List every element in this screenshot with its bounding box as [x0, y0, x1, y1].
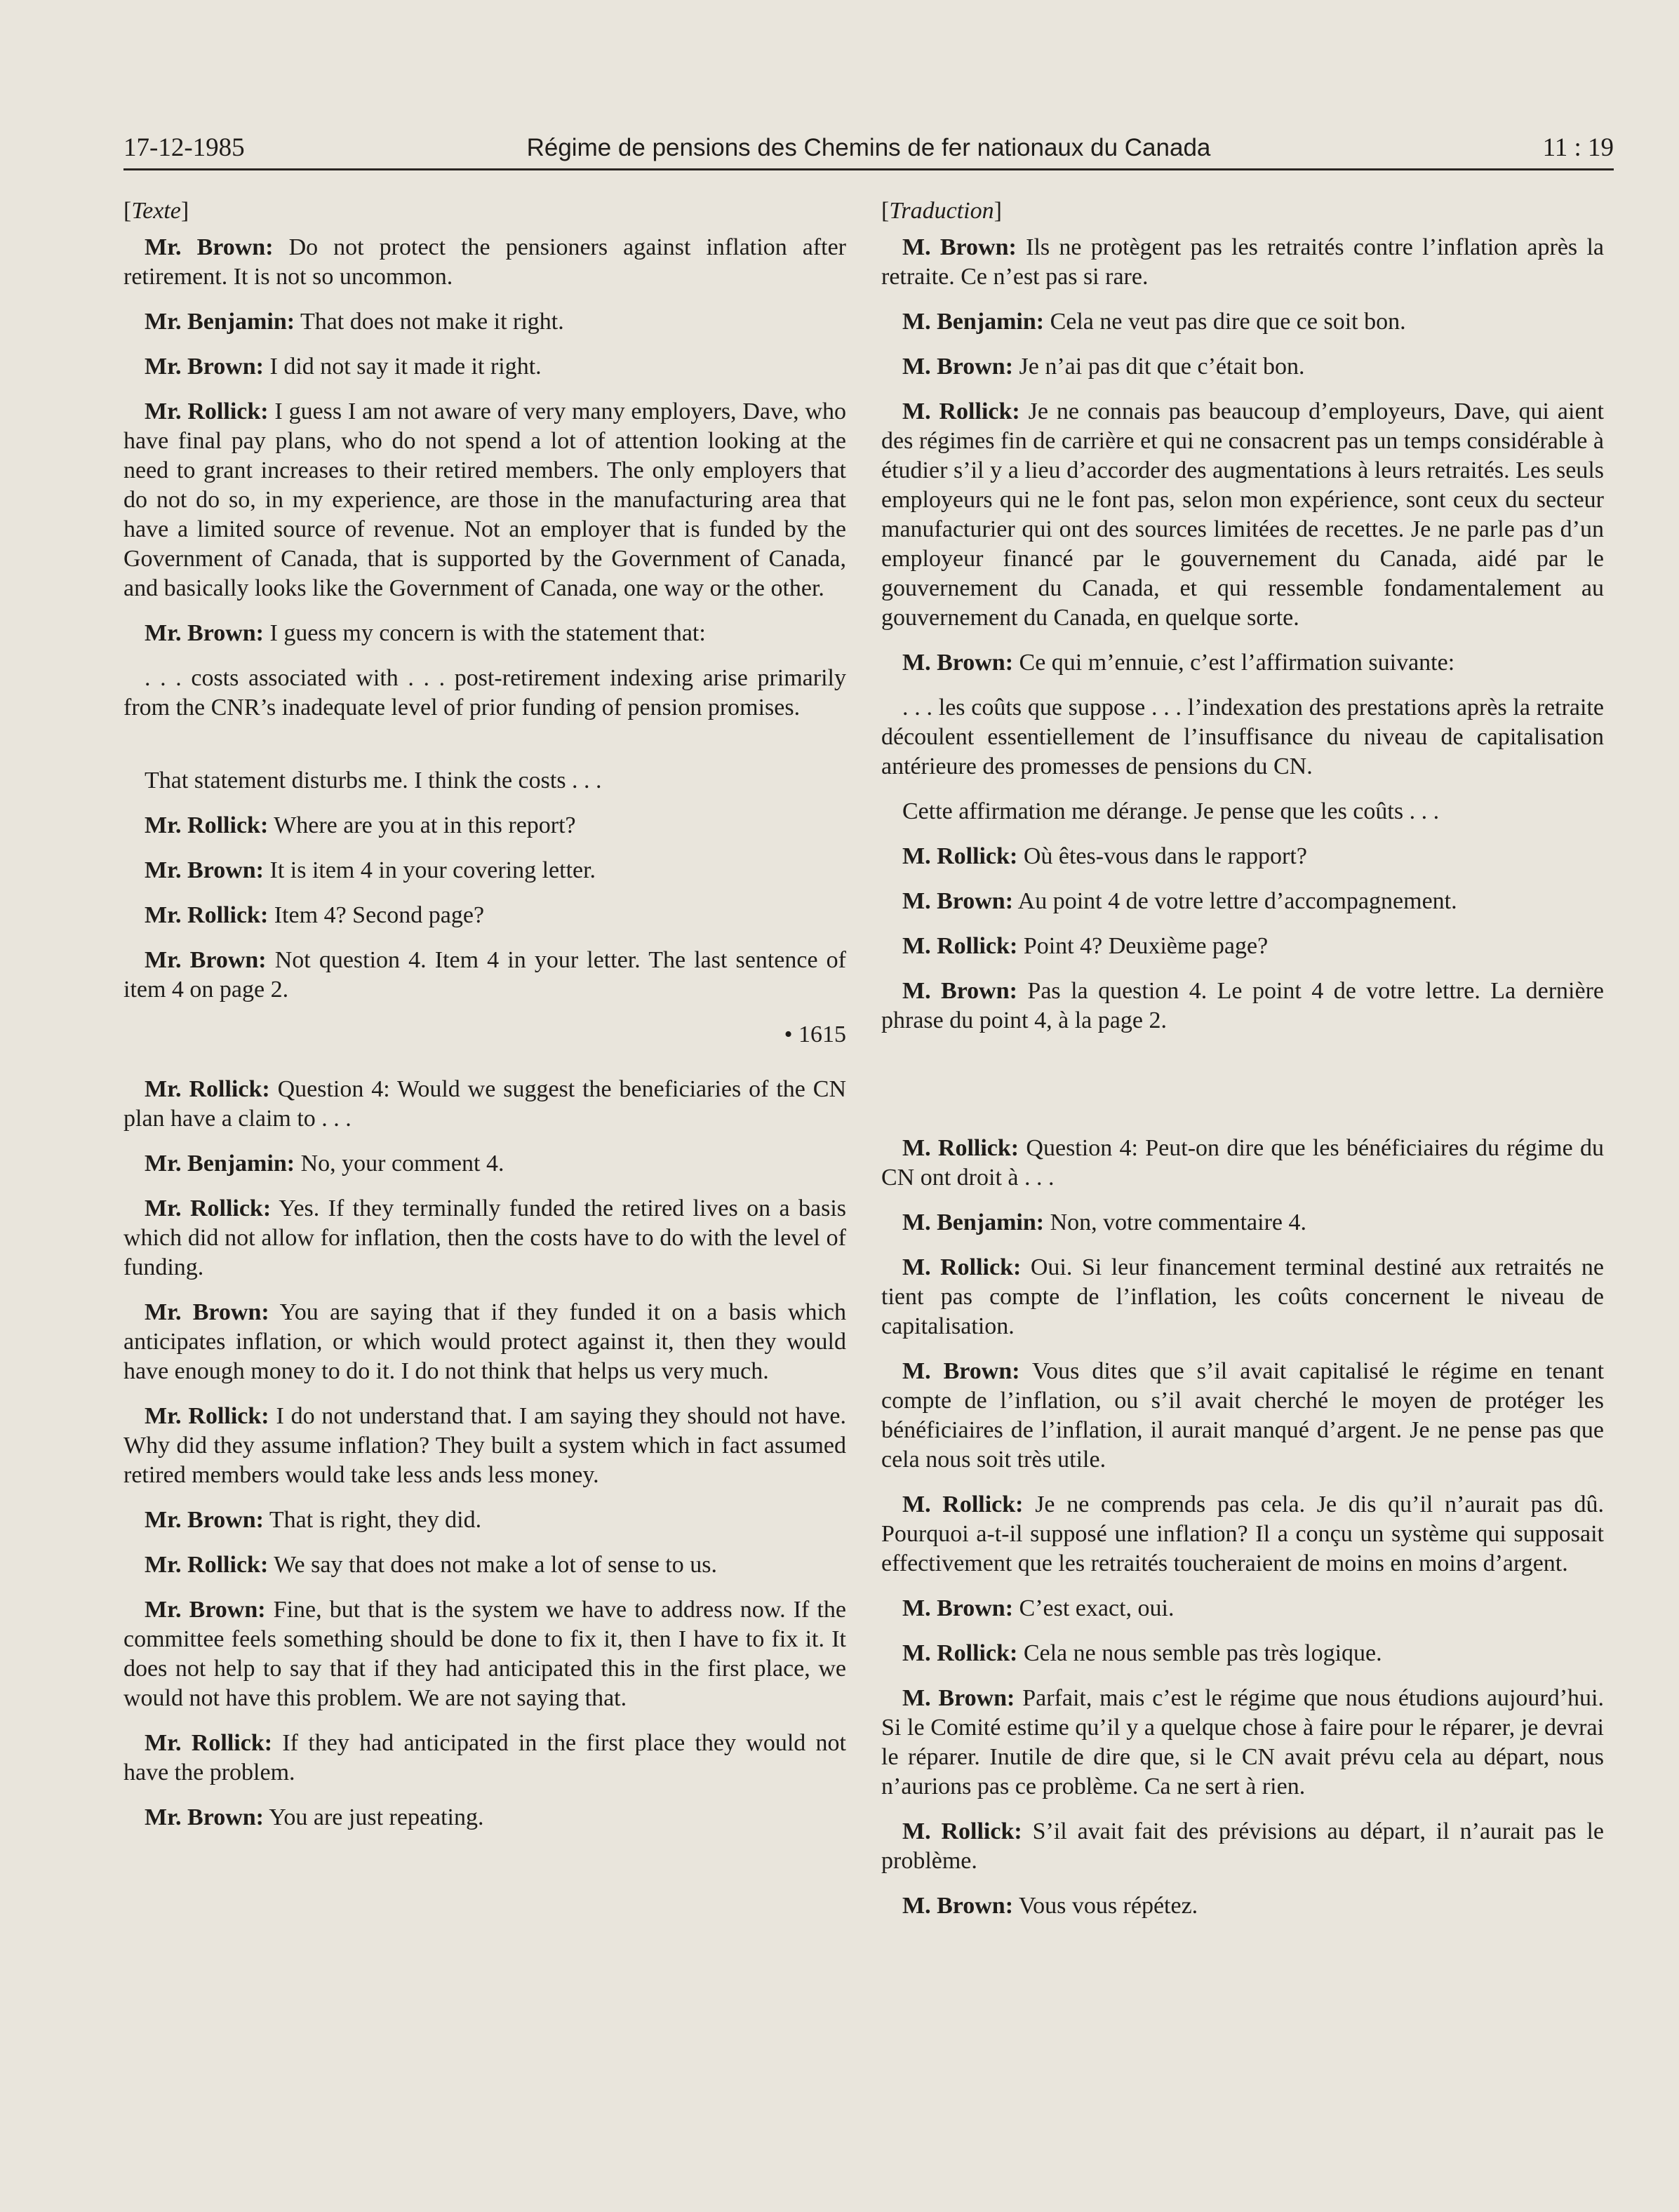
speech-text: C’est exact, oui.: [1013, 1595, 1175, 1621]
speaker-name: M. Brown:: [902, 1893, 1014, 1919]
speech-text: I do not understand that. I am saying they should not have. Why did they assume inflation? They built a system which in fact assumed retired members would take less ands less money.: [123, 1403, 846, 1488]
speaker-name: M. Rollick:: [902, 1135, 1019, 1161]
speech-paragraph: [881, 1134, 1604, 1193]
speech-text: Question 4: Peut-on dire que les bénéficiaires du régime du CN ont droit à . . .: [881, 1135, 1604, 1191]
speaker-name: M. Brown:: [902, 650, 1014, 676]
speaker-name: Mr. Brown:: [145, 1507, 264, 1533]
speaker-name: Mr. Rollick:: [145, 1403, 269, 1429]
speaker-name: M. Brown:: [902, 1685, 1015, 1711]
speech-paragraph: [881, 1594, 1604, 1623]
speech-paragraph: [881, 352, 1604, 382]
speech-text: Cela ne nous semble pas très logique.: [1017, 1640, 1382, 1666]
speech-paragraph: [123, 1506, 846, 1535]
speech-text: You are saying that if they funded it on a basis which anticipates inflation, or which would protect against it, then they would have enough money to do it. I do not think that helps us very much.: [123, 1299, 847, 1384]
section-tag: [Traduction]: [881, 198, 1002, 224]
speaker-name: Mr. Brown:: [145, 857, 264, 883]
column-french: [881, 196, 1604, 1936]
speech-paragraph: [123, 766, 846, 796]
speaker-name: M. Rollick:: [902, 1492, 1024, 1517]
speaker-name: M. Rollick:: [902, 933, 1018, 959]
speech-paragraph: [123, 397, 846, 603]
column-english: [123, 196, 846, 1848]
speech-paragraph: [123, 1149, 846, 1179]
speech-text: I did not say it made it right.: [264, 354, 542, 380]
speech-paragraph: [881, 887, 1604, 916]
speaker-name: Mr. Benjamin:: [145, 309, 295, 335]
paragraph-group-3: [123, 1075, 846, 1832]
speech-paragraph: [123, 352, 846, 382]
speech-paragraph: [881, 1208, 1604, 1238]
speech-text: Pas la question 4. Le point 4 de votre lettre. La dernière phrase du point 4, à la page 2.: [881, 978, 1604, 1033]
speech-paragraph: [123, 1803, 846, 1832]
header-date: 17-12-1985: [123, 133, 245, 162]
speech-text: Vous dites que s’il avait capitalisé le régime en tenant compte de l’inflation, ou s’il avait cherché le moyen de protéger les bénéficiaires de l’inflation, il aurait manqué d’argent. Je ne pense pas que cela nous soit très utile.: [881, 1358, 1605, 1473]
speaker-name: M. Rollick:: [902, 398, 1020, 424]
speech-text: You are just repeating.: [264, 1804, 484, 1830]
section-tag: [Texte]: [123, 198, 189, 224]
speech-text: Point 4? Deuxième page?: [1017, 933, 1269, 959]
speaker-name: Mr. Rollick:: [145, 902, 269, 928]
speech-paragraph: [123, 1298, 846, 1386]
speech-text: That does not make it right.: [295, 309, 564, 335]
speech-paragraph: [123, 901, 846, 930]
block-quote: . . . les coûts que suppose . . . l’indexation des prestations après la retraite découlent essentiellement de l’insuffisance du niveau de capitalisation antérieure des promesses de pensions du CN.: [881, 695, 1604, 779]
speaker-name: M. Brown:: [902, 1358, 1020, 1384]
speaker-name: Mr. Rollick:: [145, 1076, 270, 1102]
speaker-name: M. Benjamin:: [902, 1209, 1045, 1235]
speech-text: Vous vous répétez.: [1013, 1893, 1198, 1919]
speech-paragraph: [881, 1253, 1604, 1341]
page-header: [123, 128, 1614, 168]
speech-text: It is item 4 in your covering letter.: [264, 857, 596, 883]
speech-text: No, your comment 4.: [295, 1151, 504, 1177]
speech-text: Au point 4 de votre lettre d’accompagnement.: [1013, 888, 1457, 914]
speech-text: Item 4? Second page?: [268, 902, 485, 928]
speech-paragraph: [881, 1684, 1604, 1802]
speech-text: Je n’ai pas dit que c’était bon.: [1013, 354, 1305, 380]
speaker-name: Mr. Brown:: [145, 234, 274, 260]
speech-text: I guess my concern is with the statement that:: [264, 620, 706, 646]
speech-text: Cette affirmation me dérange. Je pense que les coûts . . .: [902, 798, 1440, 824]
speech-text: Question 4: Would we suggest the beneficiaries of the CN plan have a claim to . . .: [123, 1076, 846, 1132]
speech-text: Ce qui m’ennuie, c’est l’affirmation suivante:: [1013, 650, 1455, 676]
speech-paragraph: [123, 1075, 846, 1134]
speech-text: Where are you at in this report?: [268, 812, 576, 838]
speech-paragraph: [881, 977, 1604, 1035]
speech-paragraph: [123, 811, 846, 840]
speaker-name: M. Brown:: [902, 354, 1014, 380]
speaker-name: M. Brown:: [902, 234, 1017, 260]
speech-text: Cela ne veut pas dire que ce soit bon.: [1044, 309, 1406, 335]
speech-paragraph: [881, 233, 1604, 292]
speech-text: Fine, but that is the system we have to address now. If the committee feels something should be done to fix it, then I have to fix it. It does not help to say that if they had anticipated this in the first place, we would not have this problem. We are not saying that.: [123, 1597, 847, 1711]
header-page-number: 11 : 19: [1542, 133, 1614, 162]
speech-text: Je ne connais pas beaucoup d’employeurs, Dave, qui aient des régimes fin de carrière et qui ne consacrent pas un temps considérable à étudier s’il y a lieu d’accorder des augmentations à leurs retraités. Les seuls employeurs qui ne le font pas, selon mon expérience, sont ceux du secteur manufacturier qui ont des sources limitées de recettes. Je ne parle pas d’un employeur financé par le gouvernement du Canada, aidé par le gouvernement du Canada, et qui ressemble fondamentalement au gouvernement du Canada, en quelque sorte.: [881, 398, 1604, 631]
block-quote: . . . costs associated with . . . post-retirement indexing arise primarily from the CNR’s inadequate level of prior funding of pension promises.: [123, 665, 846, 720]
speaker-name: M. Brown:: [902, 1595, 1014, 1621]
speech-paragraph: [881, 1490, 1604, 1578]
speech-text: Do not protect the pensioners against inflation after retirement. It is not so uncommon.: [123, 234, 847, 290]
speech-paragraph: [881, 842, 1604, 871]
paragraph-group-2: [881, 797, 1604, 1035]
speech-paragraph: [123, 619, 846, 648]
speech-paragraph: [881, 1357, 1604, 1475]
paragraph-group-3: [881, 1134, 1604, 1921]
speaker-name: Mr. Brown:: [145, 620, 264, 646]
speech-paragraph: [123, 856, 846, 885]
speaker-name: M. Brown:: [902, 888, 1014, 914]
speech-paragraph: [881, 1817, 1604, 1876]
speech-paragraph: [123, 1729, 846, 1788]
speaker-name: M. Rollick:: [902, 1818, 1022, 1844]
spacer: [123, 738, 846, 766]
speech-paragraph: [123, 307, 846, 337]
speaker-name: Mr. Benjamin:: [145, 1151, 295, 1177]
speaker-name: M. Benjamin:: [902, 309, 1045, 335]
speech-text: Je ne comprends pas cela. Je dis qu’il n’aurait pas dû. Pourquoi a-t-il supposé une inflation? Il a conçu un système qui supposait effectivement que les retraités toucheraient de moins en moins d’argent.: [881, 1492, 1604, 1576]
speaker-name: Mr. Rollick:: [145, 812, 269, 838]
speech-paragraph: [881, 307, 1604, 337]
speaker-name: Mr. Rollick:: [145, 1552, 269, 1578]
speaker-name: Mr. Rollick:: [145, 398, 269, 424]
speech-text: Oui. Si leur financement terminal destiné aux retraités ne tient pas compte de l’inflation, les coûts concernent le niveau de capitalisation.: [881, 1254, 1604, 1339]
speech-paragraph: [881, 797, 1604, 826]
header-title: Régime de pensions des Chemins de fer nationaux du Canada: [526, 134, 1211, 161]
speaker-name: Mr. Rollick:: [145, 1195, 272, 1221]
paragraph-group-1: [123, 233, 846, 648]
speech-text: We say that does not make a lot of sense to us.: [268, 1552, 717, 1578]
speaker-name: Mr. Brown:: [145, 1299, 269, 1325]
speaker-name: Mr. Brown:: [145, 947, 267, 973]
speaker-name: Mr. Rollick:: [145, 1730, 273, 1756]
speech-text: That statement disturbs me. I think the costs . . .: [145, 768, 602, 793]
spacer: [881, 1051, 1604, 1134]
header-rule: [123, 168, 1614, 170]
speech-paragraph: [123, 1402, 846, 1490]
paragraph-group-1: [881, 233, 1604, 678]
speech-text: If they had anticipated in the first place they would not have the problem.: [123, 1730, 847, 1785]
speech-text: S’il avait fait des prévisions au départ, il n’aurait pas le problème.: [881, 1818, 1604, 1874]
speech-text: Not question 4. Item 4 in your letter. The last sentence of item 4 on page 2.: [123, 947, 846, 1003]
speaker-name: M. Rollick:: [902, 843, 1018, 869]
speech-paragraph: [123, 1194, 846, 1282]
speech-text: That is right, they did.: [264, 1507, 482, 1533]
speech-paragraph: [881, 932, 1604, 961]
speaker-name: Mr. Brown:: [145, 1804, 264, 1830]
speech-paragraph: [123, 1595, 846, 1713]
speech-paragraph: [123, 233, 846, 292]
speech-paragraph: [881, 397, 1604, 633]
speech-paragraph: [881, 648, 1604, 678]
speech-text: Ils ne protègent pas les retraités contre l’inflation après la retraite. Ce n’est pas si rare.: [881, 234, 1604, 290]
speech-text: Où êtes-vous dans le rapport?: [1017, 843, 1307, 869]
speech-paragraph: [123, 946, 846, 1005]
paragraph-group-2: [123, 766, 846, 1005]
speech-paragraph: [123, 1550, 846, 1580]
speaker-name: M. Rollick:: [902, 1254, 1022, 1280]
speech-text: Parfait, mais c’est le régime que nous étudions aujourd’hui. Si le Comité estime qu’il y a quelque chose à faire pour le réparer, je devrai le réparer. Inutile de dire que, si le CN avait prévu cela au départ, nous n’aurions pas ce problème. Ca ne sert à rien.: [881, 1685, 1605, 1799]
speaker-name: M. Rollick:: [902, 1640, 1018, 1666]
speech-text: Yes. If they terminally funded the retired lives on a basis which did not allow for inflation, then the costs have to do with the level of funding.: [123, 1195, 846, 1280]
speaker-name: Mr. Brown:: [145, 1597, 266, 1623]
speech-paragraph: [881, 1639, 1604, 1668]
time-marker: • 1615: [784, 1021, 846, 1047]
speech-paragraph: [881, 1891, 1604, 1921]
speech-text: I guess I am not aware of very many employers, Dave, who have final pay plans, who do not spend a lot of attention looking at the need to grant increases to their retired members. The only employers that do not do so, in my experience, are those in the manufacturing area that have a limited source of revenue. Not an employer that is funded by the Government of Canada, that is supported by the Government of Canada, and basically looks like the Government of Canada, one way or the other.: [123, 398, 846, 601]
speech-text: Non, votre commentaire 4.: [1044, 1209, 1306, 1235]
speaker-name: M. Brown:: [902, 978, 1017, 1004]
speaker-name: Mr. Brown:: [145, 354, 264, 380]
